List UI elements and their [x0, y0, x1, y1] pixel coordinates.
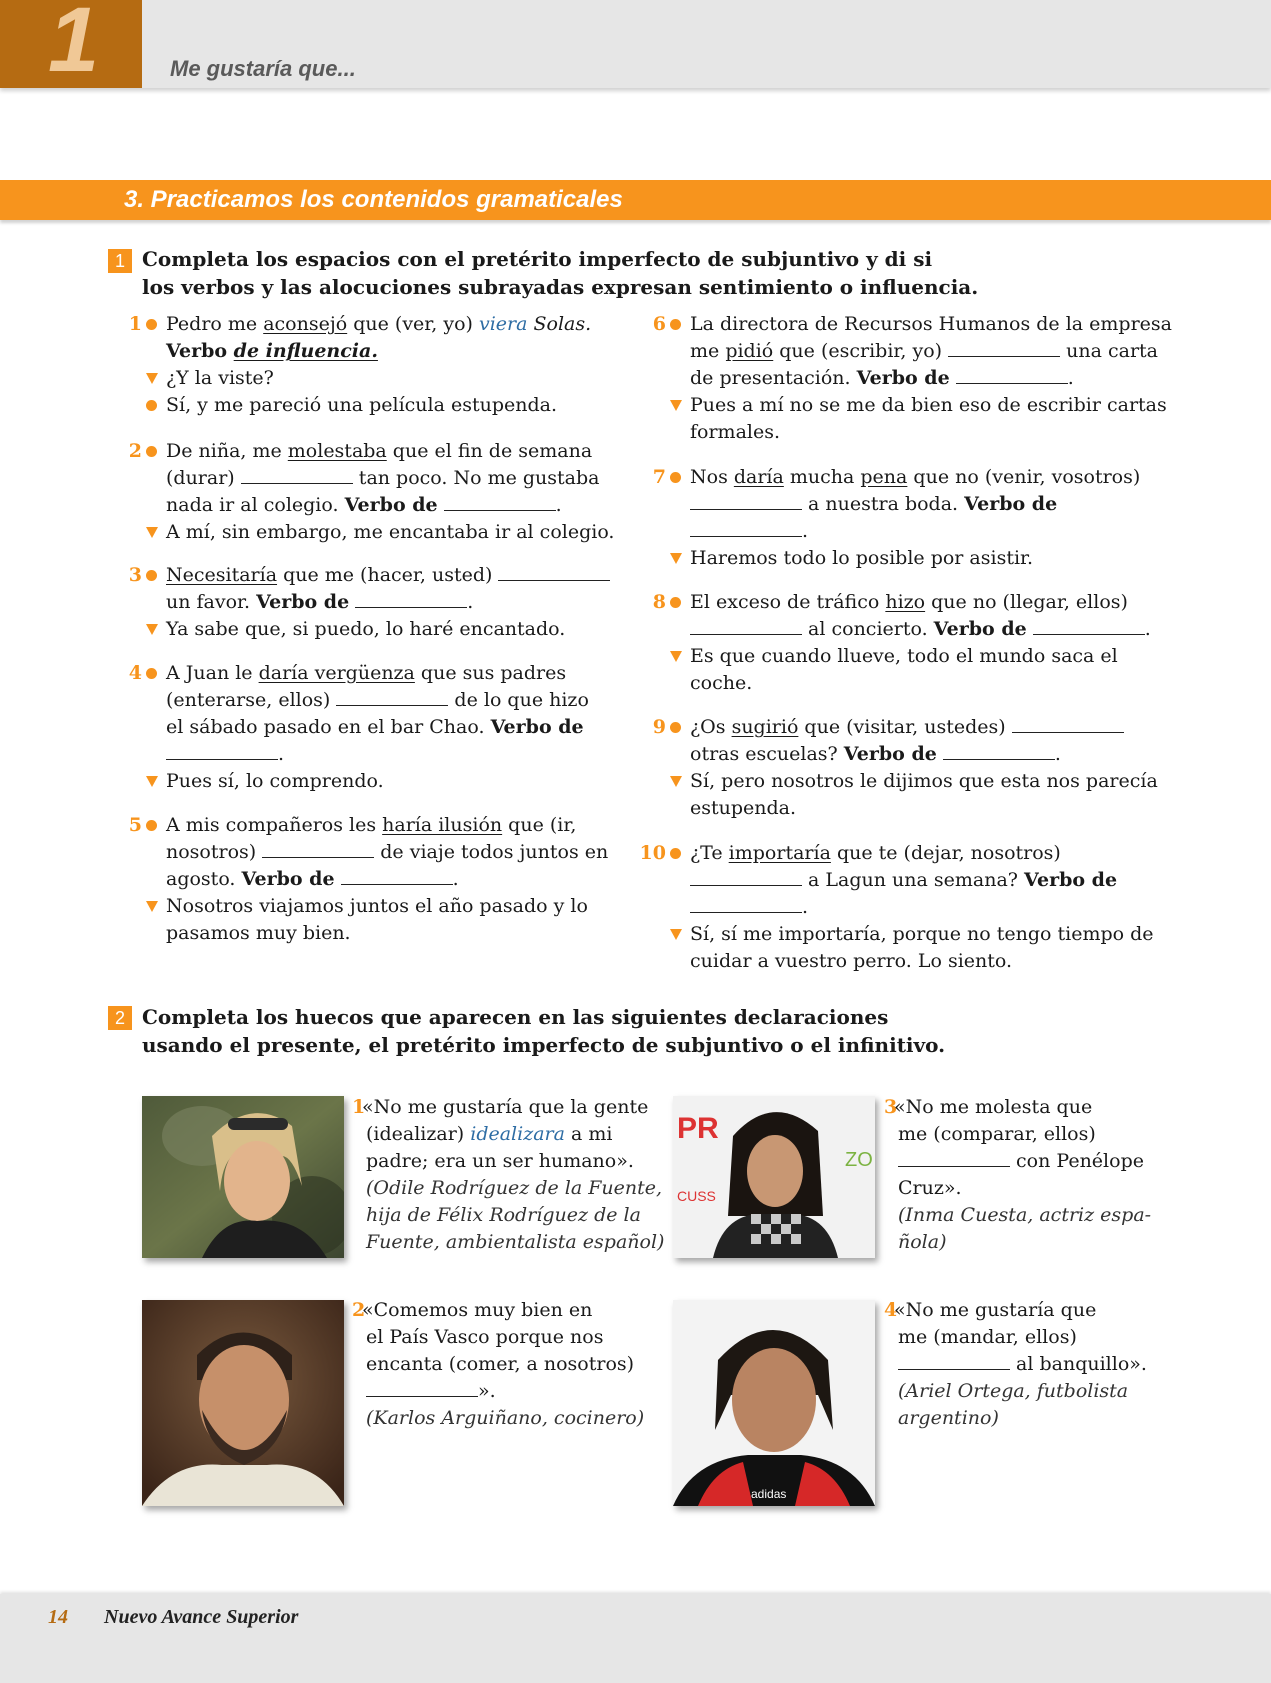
- footballer-photo: [673, 1300, 875, 1506]
- quote-line: con Penélope: [894, 1148, 1151, 1175]
- response-line: estupenda.: [690, 797, 797, 819]
- item-line: Pedro me aconsejó que (ver, yo) viera Solas.: [166, 313, 592, 335]
- item-line: .: [166, 741, 284, 768]
- item-line: A mis compañeros les haría ilusión que (ir,: [166, 814, 577, 836]
- item-line: un favor. Verbo de .: [166, 591, 474, 613]
- item-line: Nos daría mucha pena que no (venir, vosotros): [690, 466, 1141, 488]
- svg-text:PR: PR: [677, 1112, 719, 1145]
- quote-number: 4: [884, 1299, 898, 1321]
- item-line: De niña, me molestaba que el fin de semana: [166, 440, 593, 462]
- answer-blank[interactable]: [948, 338, 1060, 357]
- quote-source: (Karlos Arguiñano, cocinero): [366, 1407, 645, 1429]
- answer-blank[interactable]: [690, 867, 802, 886]
- triangle-bullet-icon: [670, 768, 682, 795]
- unit-title: Me gustaría que...: [170, 56, 356, 81]
- response-line: Haremos todo lo posible por asistir.: [690, 547, 1034, 569]
- answer-blank[interactable]: [690, 894, 802, 913]
- quote-line: me (mandar, ellos): [898, 1326, 1077, 1348]
- item-line: de presentación. Verbo de .: [690, 367, 1074, 389]
- dot-bullet-icon: [146, 311, 157, 338]
- quote-number: 1: [352, 1096, 366, 1118]
- dot-bullet-icon: [670, 589, 681, 616]
- triangle-bullet-icon: [146, 365, 158, 392]
- quote-line: el País Vasco porque nos: [366, 1326, 604, 1348]
- response-line: cuidar a vuestro perro. Lo siento.: [690, 950, 1013, 972]
- quote-line: «No me gustaría que la gente: [362, 1096, 649, 1118]
- response-line: Nosotros viajamos juntos el año pasado y lo: [166, 895, 588, 917]
- item-line: nosotros) de viaje todos juntos en: [166, 841, 609, 863]
- quote-source: (Odile Rodríguez de la Fuente,: [366, 1177, 663, 1199]
- triangle-bullet-icon: [670, 392, 682, 419]
- answer-blank[interactable]: [341, 866, 453, 885]
- item-line: A Juan le daría vergüenza que sus padres: [166, 662, 567, 684]
- dot-bullet-icon: [670, 464, 681, 491]
- response-line: formales.: [690, 421, 781, 443]
- response-line: Pues a mí no se me da bien eso de escribir cartas: [690, 394, 1167, 416]
- dot-bullet-icon: [146, 392, 157, 419]
- response-line: Sí, y me pareció una película estupenda.: [166, 394, 558, 416]
- item-line: otras escuelas? Verbo de .: [690, 743, 1061, 765]
- item-line: (enterarse, ellos) de lo que hizo: [166, 689, 589, 711]
- item-line: nada ir al colegio. Verbo de .: [166, 494, 562, 516]
- triangle-bullet-icon: [146, 893, 158, 920]
- exercise-number-badge: 1: [108, 249, 132, 273]
- response-line: ¿Y la viste?: [166, 367, 274, 389]
- answer-blank[interactable]: [241, 465, 353, 484]
- response-line: A mí, sin embargo, me encantaba ir al colegio.: [166, 521, 615, 543]
- item-line: ¿Os sugirió que (visitar, ustedes): [690, 714, 1124, 741]
- svg-text:adidas: adidas: [751, 1487, 787, 1501]
- item-number: 6: [652, 313, 666, 335]
- item-line: El exceso de tráfico hizo que no (llegar, ellos): [690, 591, 1128, 613]
- answer-blank[interactable]: [444, 492, 556, 511]
- answer-blank[interactable]: [943, 741, 1055, 760]
- dot-bullet-icon: [146, 438, 157, 465]
- exercise-item: [638, 714, 1198, 824]
- exercise-item: [114, 660, 654, 800]
- answer-text: viera: [479, 313, 528, 335]
- answer-blank[interactable]: [690, 518, 802, 537]
- page-number: 14: [48, 1606, 68, 1628]
- book-title: Nuevo Avance Superior: [104, 1606, 299, 1628]
- item-number: 4: [128, 662, 142, 684]
- item-number: 3: [128, 564, 142, 586]
- quote-block: [884, 1297, 1164, 1437]
- triangle-bullet-icon: [146, 616, 158, 643]
- triangle-bullet-icon: [146, 519, 158, 546]
- exercise-item: [114, 562, 654, 647]
- exercise-item: [638, 464, 1198, 574]
- quote-number: 2: [352, 1299, 366, 1321]
- triangle-bullet-icon: [146, 768, 158, 795]
- answer-blank[interactable]: [262, 839, 374, 858]
- quote-source: (Ariel Ortega, futbolista: [898, 1380, 1129, 1402]
- answer-blank[interactable]: [355, 589, 467, 608]
- item-line: .: [690, 518, 808, 545]
- section-title: 3. Practicamos los contenidos gramaticales: [124, 186, 623, 213]
- exercise-item: [638, 840, 1198, 980]
- quote-source: (Inma Cuesta, actriz espa-: [898, 1204, 1152, 1226]
- unit-number: 1: [48, 0, 98, 91]
- exercise-item: [638, 311, 1198, 451]
- triangle-bullet-icon: [670, 643, 682, 670]
- quote-line: Cruz».: [898, 1177, 962, 1199]
- answer-blank[interactable]: [956, 365, 1068, 384]
- quote-line: encanta (comer, a nosotros): [366, 1353, 635, 1375]
- exercise-1-instruction: [142, 245, 978, 301]
- actress-scarf-photo: [673, 1096, 875, 1258]
- quote-line: (idealizar) idealizara a mi: [366, 1123, 613, 1145]
- item-number: 1: [128, 313, 142, 335]
- item-line: ¿Te importaría que te (dejar, nosotros): [690, 842, 1061, 864]
- item-line: a Lagun una semana? Verbo de: [690, 867, 1117, 894]
- quote-line: ».: [362, 1378, 644, 1405]
- quote-source: ñola): [898, 1231, 947, 1253]
- triangle-bullet-icon: [670, 545, 682, 572]
- quote-source: argentino): [898, 1407, 999, 1429]
- quote-line: «No me molesta que: [894, 1096, 1093, 1118]
- bearded-chef-photo: [142, 1300, 344, 1506]
- item-line: .: [690, 894, 808, 921]
- exercise-item: [114, 311, 654, 421]
- response-line: Sí, sí me importaría, porque no tengo tiempo de: [690, 923, 1154, 945]
- answer-blank[interactable]: [366, 1378, 478, 1397]
- response-line: pasamos muy bien.: [166, 922, 351, 944]
- instruction-line: Completa los huecos que aparecen en las siguientes declaraciones: [142, 1005, 889, 1029]
- dot-bullet-icon: [670, 840, 681, 867]
- answer-blank[interactable]: [498, 562, 610, 581]
- item-line: me pidió que (escribir, yo) una carta: [690, 340, 1159, 362]
- item-line: agosto. Verbo de .: [166, 868, 459, 890]
- response-line: coche.: [690, 672, 753, 694]
- instruction-line: Completa los espacios con el pretérito imperfecto de subjuntivo y di si: [142, 247, 933, 271]
- response-line: Pues sí, lo comprendo.: [166, 770, 384, 792]
- item-line: Necesitaría que me (hacer, usted): [166, 562, 610, 589]
- item-number: 9: [652, 716, 666, 738]
- quote-line: padre; era un ser humano».: [366, 1150, 634, 1172]
- item-line: La directora de Recursos Humanos de la empresa: [690, 313, 1172, 335]
- exercise-item: [114, 812, 654, 952]
- quote-block: [352, 1094, 672, 1259]
- answer-blank[interactable]: [166, 741, 278, 760]
- item-number: 2: [128, 440, 142, 462]
- quote-line: me (comparar, ellos): [898, 1123, 1096, 1145]
- item-line: al concierto. Verbo de .: [690, 616, 1151, 643]
- item-number: 8: [652, 591, 666, 613]
- response-line: Ya sabe que, si puedo, lo haré encantado.: [166, 618, 566, 640]
- item-number: 7: [652, 466, 666, 488]
- triangle-bullet-icon: [670, 921, 682, 948]
- woman-with-sunglasses-photo: [142, 1096, 344, 1258]
- item-line: (durar) tan poco. No me gustaba: [166, 467, 600, 489]
- item-line: Verbo de influencia.: [166, 340, 378, 362]
- quote-line: «No me gustaría que: [894, 1299, 1097, 1321]
- quote-block: [352, 1297, 672, 1437]
- answer-blank[interactable]: [336, 687, 448, 706]
- svg-text:CUSS: CUSS: [677, 1188, 716, 1204]
- answer-blank[interactable]: [898, 1148, 1010, 1167]
- dot-bullet-icon: [670, 714, 681, 741]
- instruction-line: los verbos y las alocuciones subrayadas expresan sentimiento o influencia.: [142, 275, 979, 299]
- quote-source: hija de Félix Rodríguez de la: [366, 1204, 641, 1226]
- dot-bullet-icon: [146, 660, 157, 687]
- exercise-number-badge: 2: [108, 1006, 132, 1030]
- dot-bullet-icon: [146, 812, 157, 839]
- exercise-2-instruction: [142, 1003, 945, 1059]
- quote-source: Fuente, ambientalista español): [366, 1231, 665, 1253]
- quote-line: «Comemos muy bien en: [362, 1299, 593, 1321]
- svg-text:ZO: ZO: [845, 1149, 873, 1171]
- quote-line: al banquillo».: [894, 1351, 1147, 1378]
- exercise-item: [638, 589, 1198, 699]
- quote-number: 3: [884, 1096, 898, 1118]
- item-number: 10: [639, 842, 666, 864]
- instruction-line: usando el presente, el pretérito imperfecto de subjuntivo o el infinitivo.: [142, 1033, 946, 1057]
- answer-text: idealizara: [470, 1123, 565, 1145]
- item-line: el sábado pasado en el bar Chao. Verbo de: [166, 716, 584, 738]
- answer-blank[interactable]: [898, 1351, 1010, 1370]
- response-line: Sí, pero nosotros le dijimos que esta nos parecía: [690, 770, 1158, 792]
- item-number: 5: [128, 814, 142, 836]
- answer-blank[interactable]: [1033, 616, 1145, 635]
- quote-block: [884, 1094, 1164, 1259]
- answer-blank[interactable]: [690, 616, 802, 635]
- answer-blank[interactable]: [1012, 714, 1124, 733]
- exercise-item: [114, 438, 654, 548]
- answer-blank[interactable]: [690, 491, 802, 510]
- response-line: Es que cuando llueve, todo el mundo saca el: [690, 645, 1118, 667]
- item-line: a nuestra boda. Verbo de: [690, 491, 1057, 518]
- dot-bullet-icon: [146, 562, 157, 589]
- dot-bullet-icon: [670, 311, 681, 338]
